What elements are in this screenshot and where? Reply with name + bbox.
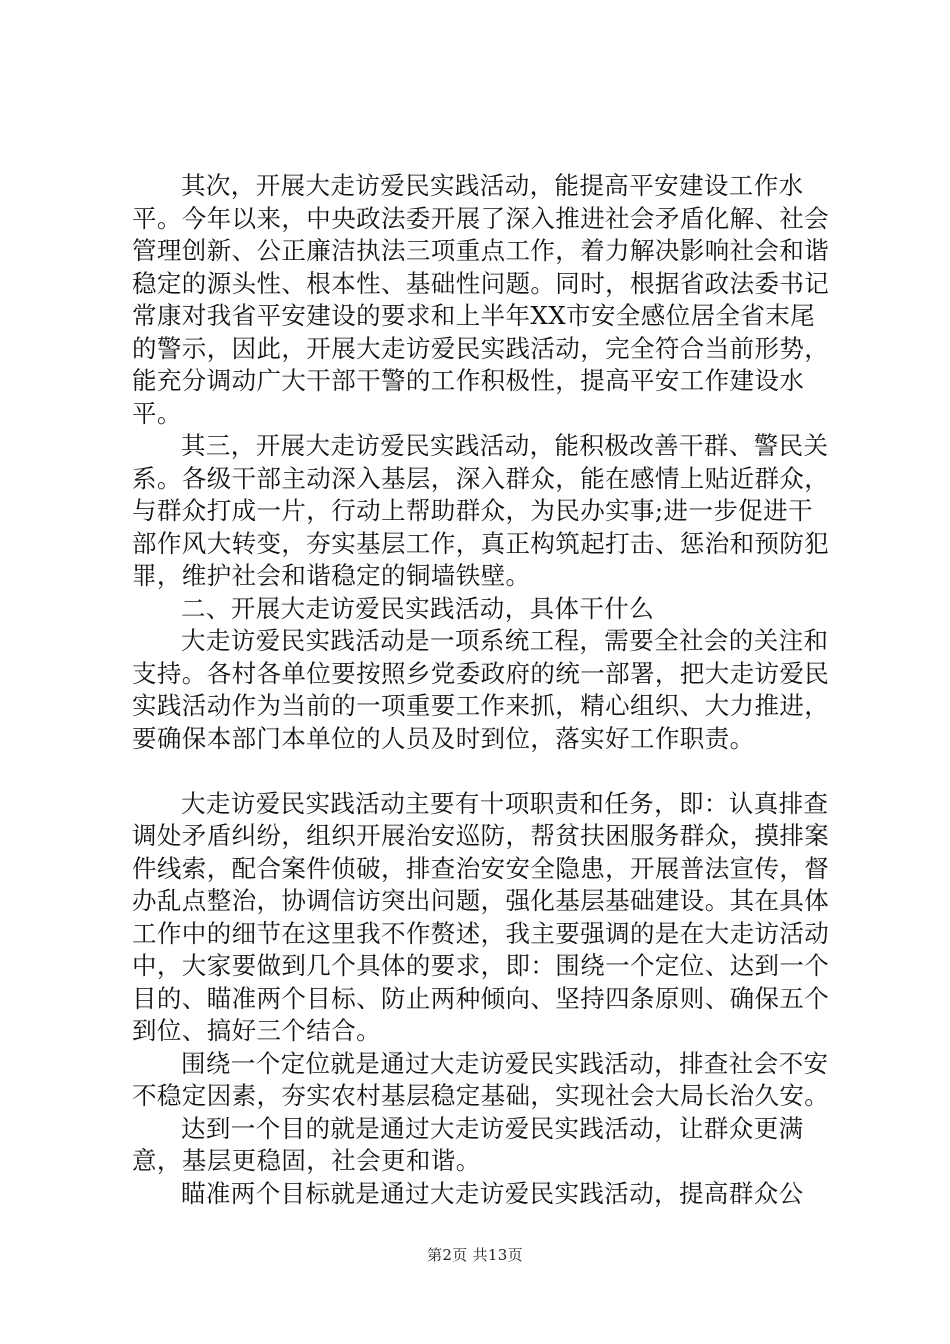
paragraph-one-purpose: 达到一个目的就是通过大走访爱民实践活动，让群众更满意，基层更稳固，社会更和谐。 (132, 1113, 804, 1175)
paragraph-one-position: 围绕一个定位就是通过大走访爱民实践活动，排查社会不安不稳定因素，夯实农村基层稳定基础，实现社会大局长治久安。 (132, 1048, 830, 1110)
document-body (132, 170, 832, 1210)
paragraph-spacer (132, 755, 832, 788)
paragraph-second-point: 其次，开展大走访爱民实践活动，能提高平安建设工作水平。今年以来，中央政法委开展了深入推进社会矛盾化解、社会管理创新、公正廉洁执法三项重点工作，着力解决影响社会和谐稳定的源头性、根本性、基础性问题。同时，根据省政法委书记常康对我省平安建设的要求和上半年XX市安全感位居全省末尾的警示，因此，开展大走访爱民实践活动，完全符合当前形势，能充分调动广大干部干警的工作积极性，提高平安工作建设水平。 (132, 171, 830, 428)
paragraph-two-targets: 瞄准两个目标就是通过大走访爱民实践活动，提高群众公 (181, 1178, 804, 1208)
section-heading-two: 二、开展大走访爱民实践活动，具体干什么 (181, 593, 655, 623)
paragraph-system-project: 大走访爱民实践活动是一项系统工程，需要全社会的关注和支持。各村各单位要按照乡党委政府的统一部署，把大走访爱民实践活动作为当前的一项重要工作来抓，精心组织、大力推进，要确保本部门本单位的人员及时到位，落实好工作职责。 (132, 626, 830, 753)
paragraph-ten-duties: 大走访爱民实践活动主要有十项职责和任务，即：认真排查调处矛盾纠纷，组织开展治安巡防，帮贫扶困服务群众，摸排案件线索，配合案件侦破，排查治安安全隐患，开展普法宣传，督办乱点整治，协调信访突出问题，强化基层基础建设。其在具体工作中的细节在这里我不作赘述，我主要强调的是在大走访活动中，大家要做到几个具体的要求，即：围绕一个定位、达到一个目的、瞄准两个目标、防止两种倾向、坚持四条原则、确保五个到位、搞好三个结合。 (132, 788, 830, 1045)
page-number-footer: 第2页 共13页 (427, 1246, 523, 1264)
paragraph-third-point: 其三，开展大走访爱民实践活动，能积极改善干群、警民关系。各级干部主动深入基层，深入群众，能在感情上贴近群众，与群众打成一片，行动上帮助群众，为民办实事;进一步促进干部作风大转变，夯实基层工作，真正构筑起打击、惩治和预防犯罪，维护社会和谐稳定的铜墙铁壁。 (132, 431, 830, 590)
